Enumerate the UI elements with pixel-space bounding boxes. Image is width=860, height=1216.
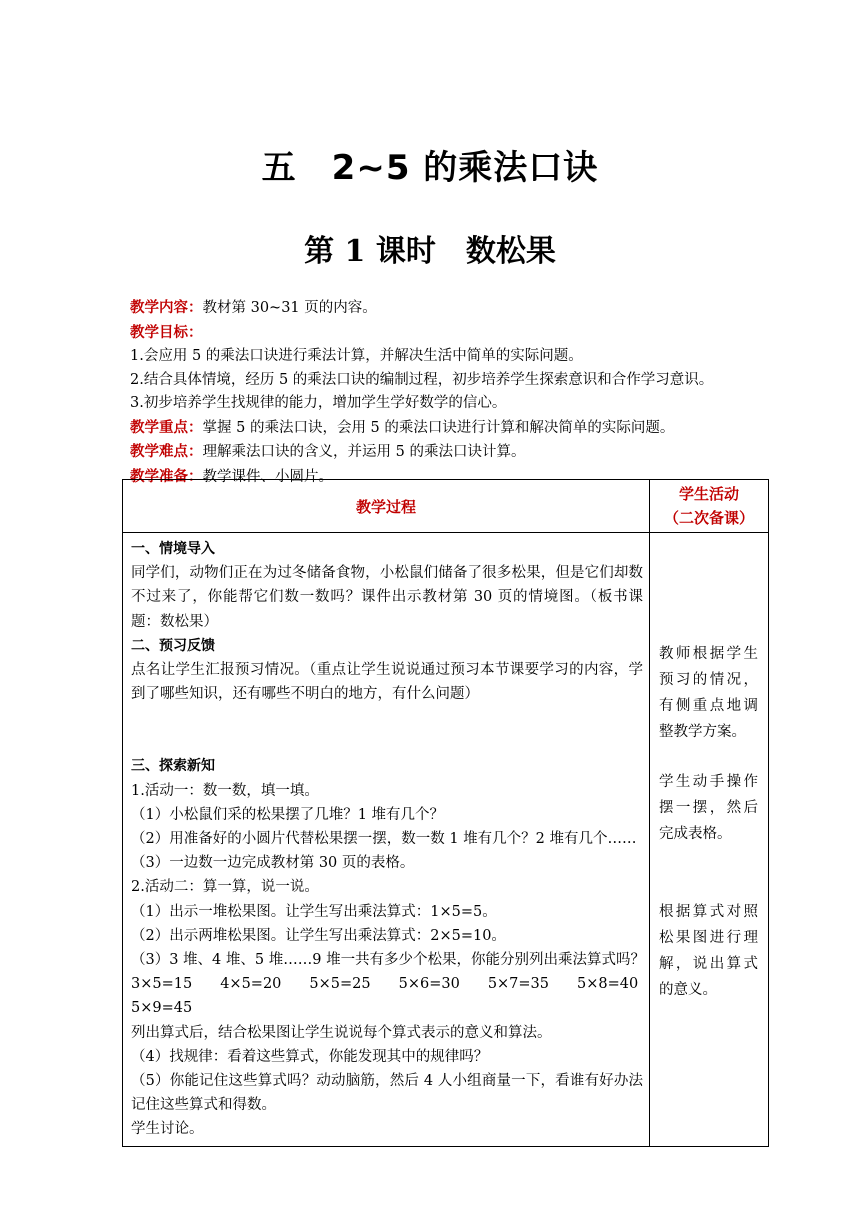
- section-3-line: 2.活动二：算一算，说一说。: [131, 879, 319, 896]
- section-3-line: 1.活动一：数一数，填一填。: [131, 782, 319, 799]
- formula: 5×5=25: [309, 976, 371, 993]
- section-3-line: （1）小松鼠们采的松果摆了几堆？1 堆有几个？: [131, 806, 445, 823]
- side-note: 根据算式对照松果图进行理解，说出算式的意义。: [659, 904, 758, 998]
- prep-label: 教学准备：: [130, 467, 203, 485]
- teaching-process-table: [122, 479, 769, 1147]
- formula: 5×9=45: [131, 1000, 193, 1017]
- section-3-line: （3）一边数一边完成教材第 30 页的表格。: [131, 855, 415, 872]
- difficulty-line: [130, 440, 770, 465]
- section-2-title: 二、预习反馈: [131, 637, 215, 654]
- prep-text: 教学课件、小圆片。: [202, 468, 333, 485]
- section-1-title: 一、情境导入: [131, 541, 215, 557]
- section-3-after-line: （4）找规律：看着这些算式，你能发现其中的规律吗？: [131, 1048, 489, 1065]
- key-text: 掌握 5 的乘法口诀，会用 5 的乘法口诀进行计算和解决简单的实际问题。: [202, 419, 675, 436]
- content-line: [130, 296, 770, 321]
- header-student-activity: [650, 480, 769, 533]
- difficulty-label: 教学难点：: [130, 443, 203, 460]
- content-text: 教材第 30~31 页的内容。: [202, 300, 377, 316]
- lesson-meta: [130, 296, 770, 489]
- side-note: 学生动手操作摆一摆，然后完成表格。: [659, 774, 758, 842]
- section-3-title: 三、探索新知: [131, 758, 215, 775]
- formula: 5×8=40: [577, 976, 639, 993]
- side-note: 教师根据学生预习的情况，有侧重点地调整教学方案。: [659, 646, 758, 740]
- student-activity-body: [650, 533, 769, 1147]
- section-1-text: 同学们，动物们正在为过冬储备食物，小松鼠们储备了很多松果，但是它们却数不过来了，你能帮它们数一数吗？课件出示教材第 30 页的情境图。（板书课题：数松果）: [131, 565, 643, 630]
- section-3-after-line: 学生讨论。: [131, 1121, 204, 1138]
- lesson-subtitle: 第 1 课时 数松果: [304, 234, 556, 269]
- formula: 4×5=20: [220, 976, 282, 993]
- header-side-line-2: （二次备课）: [663, 509, 754, 527]
- goal-item: 1.会应用 5 的乘法口诀进行乘法计算，并解决生活中简单的实际问题。: [130, 348, 583, 364]
- section-3-line: （3）3 堆、4 堆、5 堆……9 堆一共有多少个松果，你能分别列出乘法算式吗？: [131, 952, 646, 969]
- process-body: [123, 533, 650, 1147]
- section-3-line: （2）出示两堆松果图。让学生写出乘法算式：2×5=10。: [131, 927, 506, 944]
- section-3-line: （1）出示一堆松果图。让学生写出乘法算式：1×5=5。: [131, 903, 497, 920]
- section-2-text: 点名让学生汇报预习情况。（重点让学生说说通过预习本节课要学习的内容，学到了哪些知识，还有哪些不明白的地方，有什么问题）: [131, 662, 643, 703]
- section-3-after-line: 列出算式后，结合松果图让学生说说每个算式表示的意义和算法。: [131, 1024, 552, 1041]
- section-3-line: （2）用准备好的小圆片代替松果摆一摆，数一数 1 堆有几个？2 堆有几个……: [131, 831, 637, 848]
- key-label: 教学重点：: [130, 418, 203, 436]
- goals-line: [130, 321, 770, 346]
- goals-label: 教学目标：: [130, 323, 203, 341]
- document-title: 五 2~5 的乘法口诀: [261, 148, 599, 188]
- key-line: [130, 416, 770, 441]
- section-3-after-line: （5）你能记住这些算式吗？动动脑筋，然后 4 人小组商量一下，看谁有好办法记住这些算式和得数。: [131, 1073, 643, 1114]
- content-label: 教学内容：: [130, 299, 203, 316]
- formula-row: [131, 972, 643, 996]
- header-side-line-1: 学生活动: [678, 485, 739, 503]
- formula: 5×6=30: [398, 976, 460, 993]
- header-teaching-process: 教学过程: [123, 480, 650, 533]
- formula: 5×7=35: [487, 976, 550, 993]
- goal-item: 3.初步培养学生找规律的能力，增加学生学好数学的信心。: [130, 395, 507, 411]
- difficulty-text: 理解乘法口诀的含义，并运用 5 的乘法口诀计算。: [202, 444, 526, 460]
- formula: 3×5=15: [131, 976, 193, 993]
- goal-item: 2.结合具体情境，经历 5 的乘法口诀的编制过程，初步培养学生探索意识和合作学习意识。: [130, 371, 714, 388]
